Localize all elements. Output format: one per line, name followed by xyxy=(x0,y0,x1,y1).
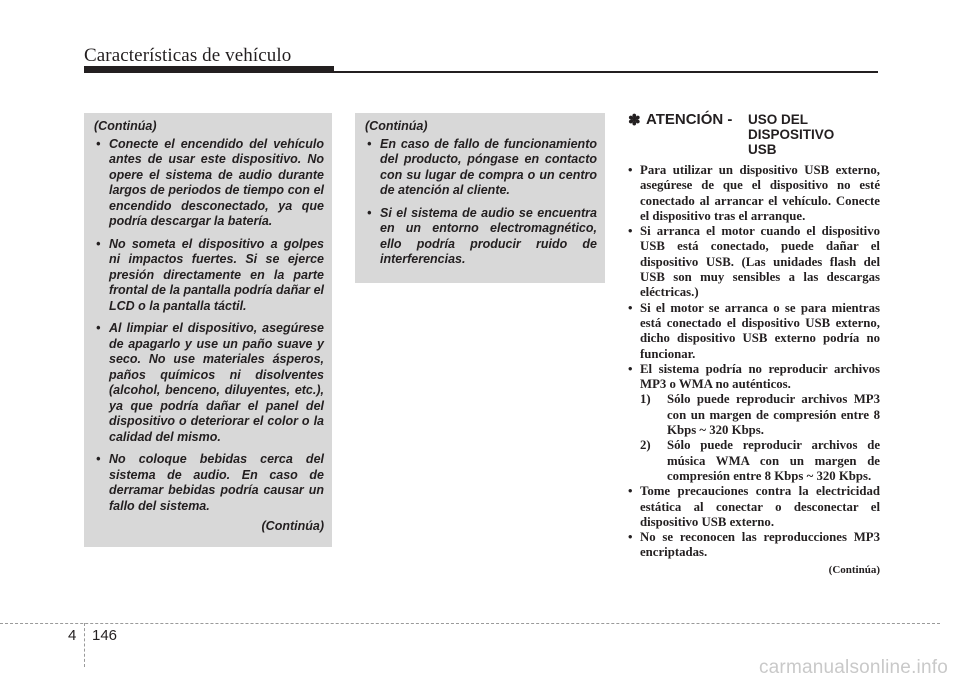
attention-sublist xyxy=(640,392,880,484)
subitem-number: 1) xyxy=(640,392,651,407)
attention-section xyxy=(628,111,880,576)
attention-item: • Para utilizar un dispositivo USB externo, asegúrese de que el dispositivo no esté conectado al arrancar el vehículo. Conecte el dispositivo tras el arranque. xyxy=(628,163,880,224)
attention-subtitle xyxy=(748,112,868,157)
caution-list xyxy=(94,137,324,515)
page-number: 146 xyxy=(92,627,118,644)
caution-item: • No someta el dispositivo a golpes ni impactos fuertes. Si se ejerce presión directamente en la parte frontal de la pantalla podría dañar el LCD o la pantalla táctil. xyxy=(94,237,324,315)
footer-divider xyxy=(0,623,940,624)
caution-box-left xyxy=(84,113,332,547)
asterisk-icon: ✽ xyxy=(628,112,641,129)
subitem-text: Sólo puede reproducir archivos de música WMA con un margen de compresión entre 8 Kbps ~ 320 Kbps. xyxy=(667,438,880,483)
continues-label-bottom: (Continúa) xyxy=(828,563,880,576)
caution-item: • No coloque bebidas cerca del sistema de audio. En caso de derramar bebidas podría causar un fallo del sistema. xyxy=(94,452,324,514)
attention-subitem xyxy=(640,392,880,438)
subitem-number: 2) xyxy=(640,438,651,453)
caution-list xyxy=(365,137,597,268)
attention-label: ATENCIÓN - xyxy=(646,111,733,128)
caution-item: • En caso de fallo de funcionamiento del producto, póngase en contacto con su lugar de compra o un centro de atención al cliente. xyxy=(365,137,597,199)
chapter-number: 4 xyxy=(68,627,77,644)
watermark: carmanualsonline.info xyxy=(758,657,948,678)
attention-item-text: El sistema podría no reproducir archivos MP3 o WMA no auténticos. xyxy=(640,361,880,392)
caution-item: • Si el sistema de audio se encuentra en un entorno electromagnético, ello podría producir ruido de interferencias. xyxy=(365,206,597,268)
attention-item: • Si arranca el motor cuando el dispositivo USB está conectado, puede dañar el dispositivo USB. (Las unidades flash del USB son muy sensibles a las descargas eléctricas.) xyxy=(628,224,880,300)
subitem-text: Sólo puede reproducir archivos MP3 con un margen de compresión entre 8 Kbps ~ 320 Kbps. xyxy=(667,392,880,438)
subtitle-line: USO DEL xyxy=(748,112,809,127)
attention-item xyxy=(628,362,880,484)
attention-item: • No se reconocen las reproducciones MP3 encriptadas. xyxy=(628,530,880,561)
caution-box-middle xyxy=(355,113,605,283)
attention-item: • Tome precauciones contra la electricidad estática al conectar o desconectar el dispositivo USB externo. xyxy=(628,484,880,530)
subtitle-line: USB xyxy=(748,142,777,157)
continues-label-bottom: (Continúa) xyxy=(261,519,324,533)
attention-list xyxy=(628,163,880,561)
subtitle-line: DISPOSITIVO xyxy=(748,127,835,142)
attention-heading xyxy=(628,111,880,163)
footer-vertical-divider xyxy=(84,623,85,667)
attention-subitem xyxy=(640,438,880,484)
continues-label-top: (Continúa) xyxy=(94,119,157,133)
continues-label-top: (Continúa) xyxy=(365,119,428,133)
header-rule xyxy=(84,71,878,73)
attention-item: • Si el motor se arranca o se para mientras está conectado el dispositivo USB externo, dicho dispositivo USB externo podría no funcionar. xyxy=(628,301,880,362)
caution-item: • Conecte el encendido del vehículo antes de usar este dispositivo. No opere el sistema de audio durante largos de periodos de tiempo con el encendido desconectado, ya que podría descargar la batería. xyxy=(94,137,324,230)
caution-item: • Al limpiar el dispositivo, asegúrese de apagarlo y use un paño suave y seco. No use materiales ásperos, paños químicos ni disolventes (alcohol, benceno, diluyentes, etc.), ya que podría dañar el panel del dispositivo o deteriorar el color o la calidad del mismo. xyxy=(94,321,324,445)
section-title: Características de vehículo xyxy=(84,45,292,66)
